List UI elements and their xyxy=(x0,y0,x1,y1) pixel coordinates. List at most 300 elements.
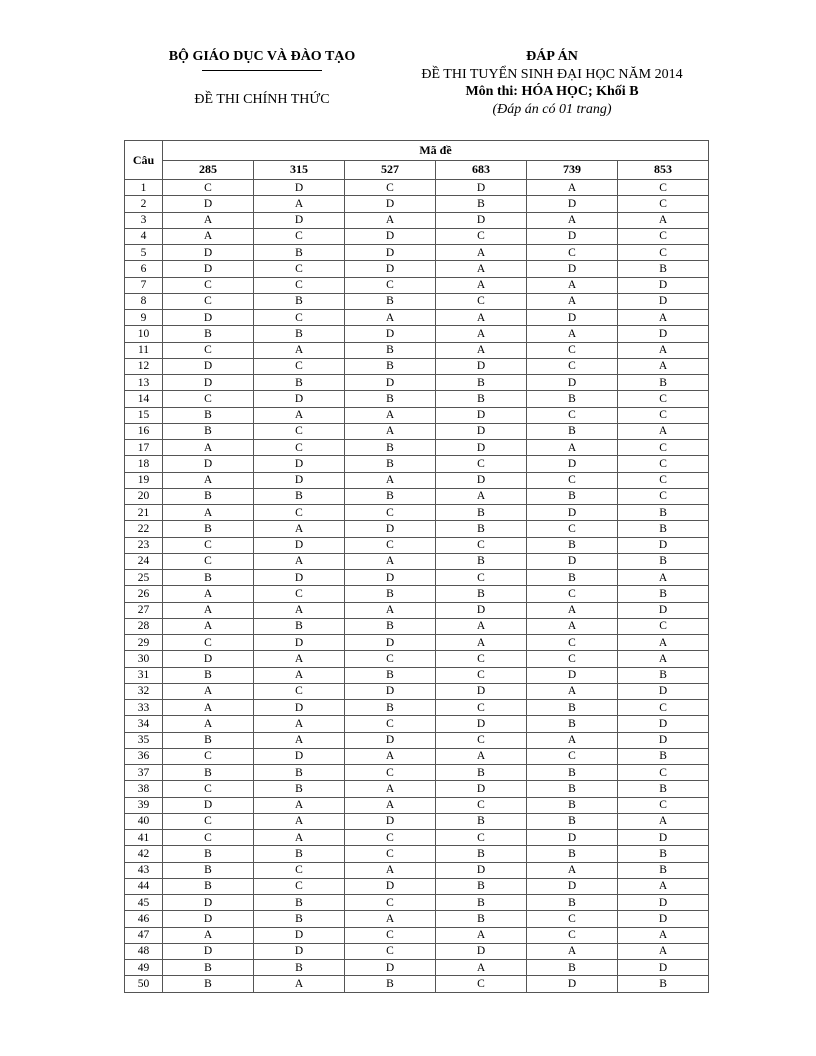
question-number-cell: 31 xyxy=(125,667,163,683)
answer-cell: D xyxy=(254,180,345,196)
answer-cell: C xyxy=(254,505,345,521)
question-number-cell: 2 xyxy=(125,196,163,212)
table-row xyxy=(125,245,709,261)
answer-cell: D xyxy=(345,570,436,586)
answer-cell: C xyxy=(527,586,618,602)
table-row xyxy=(125,407,709,423)
answer-cell: A xyxy=(527,618,618,634)
answer-cell: C xyxy=(254,683,345,699)
answer-cell: D xyxy=(618,537,709,553)
answer-cell: B xyxy=(527,488,618,504)
answer-cell: A xyxy=(345,212,436,228)
answer-cell: C xyxy=(163,342,254,358)
answer-cell: C xyxy=(527,651,618,667)
answer-cell: C xyxy=(436,570,527,586)
question-number-cell: 36 xyxy=(125,748,163,764)
question-number-cell: 37 xyxy=(125,765,163,781)
table-row xyxy=(125,521,709,537)
answer-cell: D xyxy=(254,748,345,764)
question-number-cell: 38 xyxy=(125,781,163,797)
answer-cell: C xyxy=(163,635,254,651)
answer-cell: D xyxy=(618,911,709,927)
answer-cell: B xyxy=(436,505,527,521)
answer-cell: C xyxy=(527,472,618,488)
answer-cell: D xyxy=(527,667,618,683)
answer-cell: A xyxy=(618,570,709,586)
table-row xyxy=(125,862,709,878)
answer-cell: B xyxy=(163,862,254,878)
answer-cell: C xyxy=(436,797,527,813)
answer-cell: C xyxy=(618,472,709,488)
answer-cell: C xyxy=(618,391,709,407)
answer-cell: B xyxy=(618,667,709,683)
answer-cell: B xyxy=(618,521,709,537)
answer-cell: B xyxy=(345,618,436,634)
answer-cell: C xyxy=(618,456,709,472)
answer-cell: C xyxy=(436,830,527,846)
answer-cell: D xyxy=(345,683,436,699)
question-number-cell: 28 xyxy=(125,618,163,634)
header-divider xyxy=(202,70,322,71)
table-row xyxy=(125,277,709,293)
table-row xyxy=(125,667,709,683)
question-number-cell: 5 xyxy=(125,245,163,261)
answer-cell: D xyxy=(618,895,709,911)
answer-cell: D xyxy=(436,781,527,797)
answer-cell: A xyxy=(527,943,618,959)
answer-cell: D xyxy=(345,960,436,976)
answer-cell: B xyxy=(618,846,709,862)
answer-cell: C xyxy=(618,245,709,261)
answer-table xyxy=(124,140,709,993)
table-row xyxy=(125,911,709,927)
table-row xyxy=(125,310,709,326)
answer-cell: A xyxy=(254,716,345,732)
question-number-cell: 34 xyxy=(125,716,163,732)
table-row xyxy=(125,748,709,764)
answer-cell: A xyxy=(163,505,254,521)
answer-cell: B xyxy=(345,488,436,504)
answer-cell: B xyxy=(345,440,436,456)
answer-cell: A xyxy=(618,635,709,651)
answer-cell: D xyxy=(163,651,254,667)
answer-cell: C xyxy=(527,521,618,537)
question-number-cell: 47 xyxy=(125,927,163,943)
answer-cell: A xyxy=(618,358,709,374)
question-number-cell: 49 xyxy=(125,960,163,976)
answer-cell: C xyxy=(436,667,527,683)
answer-cell: B xyxy=(254,618,345,634)
answer-cell: A xyxy=(254,407,345,423)
answer-cell: A xyxy=(527,326,618,342)
answer-cell: D xyxy=(436,212,527,228)
answer-cell: B xyxy=(436,878,527,894)
answer-cell: B xyxy=(618,261,709,277)
answer-cell: A xyxy=(345,407,436,423)
answer-cell: C xyxy=(163,748,254,764)
answer-cell: A xyxy=(254,651,345,667)
table-row xyxy=(125,700,709,716)
answer-cell: C xyxy=(345,180,436,196)
answer-cell: C xyxy=(618,765,709,781)
answer-cell: B xyxy=(345,342,436,358)
exam-code-header: 739 xyxy=(527,160,618,180)
answer-cell: B xyxy=(254,326,345,342)
table-row xyxy=(125,358,709,374)
answer-cell: D xyxy=(527,553,618,569)
answer-cell: B xyxy=(527,781,618,797)
question-number-cell: 22 xyxy=(125,521,163,537)
table-row xyxy=(125,196,709,212)
question-number-cell: 23 xyxy=(125,537,163,553)
answer-cell: C xyxy=(345,505,436,521)
answer-cell: C xyxy=(436,732,527,748)
answer-cell: A xyxy=(436,927,527,943)
answer-cell: B xyxy=(345,293,436,309)
answer-cell: A xyxy=(436,310,527,326)
answer-cell: C xyxy=(618,228,709,244)
table-row xyxy=(125,927,709,943)
answer-cell: B xyxy=(527,797,618,813)
table-row xyxy=(125,683,709,699)
answer-cell: D xyxy=(163,375,254,391)
answer-cell: D xyxy=(618,277,709,293)
answer-cell: A xyxy=(618,342,709,358)
answer-cell: C xyxy=(527,748,618,764)
answer-cell: C xyxy=(527,342,618,358)
answer-cell: D xyxy=(527,228,618,244)
answer-cell: C xyxy=(436,700,527,716)
answer-cell: B xyxy=(527,765,618,781)
answer-cell: D xyxy=(618,830,709,846)
answer-cell: A xyxy=(163,602,254,618)
question-number-cell: 13 xyxy=(125,375,163,391)
answer-cell: A xyxy=(254,797,345,813)
answer-cell: C xyxy=(163,293,254,309)
question-number-cell: 26 xyxy=(125,586,163,602)
answer-cell: D xyxy=(254,391,345,407)
question-number-cell: 4 xyxy=(125,228,163,244)
exam-code-group-header: Mã đề xyxy=(163,141,709,161)
official-exam-label: ĐỀ THI CHÍNH THỨC xyxy=(194,92,330,107)
answer-cell: C xyxy=(618,440,709,456)
question-number-cell: 44 xyxy=(125,878,163,894)
answer-cell: B xyxy=(163,976,254,992)
answer-cell: C xyxy=(163,830,254,846)
answer-cell: A xyxy=(345,911,436,927)
answer-cell: A xyxy=(345,748,436,764)
answer-cell: C xyxy=(618,797,709,813)
answer-cell: C xyxy=(618,196,709,212)
answer-cell: A xyxy=(163,228,254,244)
answer-cell: C xyxy=(436,976,527,992)
question-number-cell: 10 xyxy=(125,326,163,342)
answer-cell: C xyxy=(345,943,436,959)
answer-cell: B xyxy=(436,521,527,537)
question-number-cell: 11 xyxy=(125,342,163,358)
answer-cell: A xyxy=(618,651,709,667)
answer-cell: C xyxy=(254,862,345,878)
answer-cell: A xyxy=(254,732,345,748)
answer-cell: D xyxy=(345,245,436,261)
answer-cell: D xyxy=(527,976,618,992)
answer-cell: B xyxy=(527,716,618,732)
question-number-cell: 14 xyxy=(125,391,163,407)
answer-cell: C xyxy=(254,228,345,244)
answer-cell: D xyxy=(163,911,254,927)
answer-cell: C xyxy=(527,635,618,651)
answer-cell: C xyxy=(436,293,527,309)
question-number-cell: 20 xyxy=(125,488,163,504)
answer-cell: C xyxy=(163,813,254,829)
question-number-cell: 17 xyxy=(125,440,163,456)
answer-cell: A xyxy=(163,440,254,456)
exam-code-header: 285 xyxy=(163,160,254,180)
answer-cell: A xyxy=(163,212,254,228)
question-number-cell: 50 xyxy=(125,976,163,992)
answer-cell: C xyxy=(618,407,709,423)
question-number-cell: 41 xyxy=(125,830,163,846)
answer-cell: D xyxy=(618,326,709,342)
answer-cell: C xyxy=(618,618,709,634)
answer-cell: D xyxy=(436,423,527,439)
answer-cell: B xyxy=(436,765,527,781)
answer-cell: B xyxy=(163,732,254,748)
answer-cell: C xyxy=(527,927,618,943)
ministry-name: BỘ GIÁO DỤC VÀ ĐÀO TẠO xyxy=(168,49,356,64)
question-number-cell: 15 xyxy=(125,407,163,423)
answer-cell: B xyxy=(345,391,436,407)
answer-cell: A xyxy=(436,326,527,342)
answer-cell: B xyxy=(254,375,345,391)
answer-cell: C xyxy=(254,423,345,439)
question-number-cell: 8 xyxy=(125,293,163,309)
answer-cell: D xyxy=(527,878,618,894)
answer-cell: A xyxy=(527,212,618,228)
table-row xyxy=(125,797,709,813)
exam-code-row xyxy=(125,160,709,180)
answer-cell: B xyxy=(527,846,618,862)
answer-cell: D xyxy=(254,472,345,488)
answer-cell: B xyxy=(527,960,618,976)
answer-cell: C xyxy=(254,586,345,602)
answer-cell: D xyxy=(527,196,618,212)
answer-cell: D xyxy=(436,862,527,878)
table-row xyxy=(125,553,709,569)
answer-cell: B xyxy=(436,911,527,927)
answer-cell: D xyxy=(163,196,254,212)
answer-cell: D xyxy=(345,878,436,894)
table-row xyxy=(125,326,709,342)
question-number-cell: 16 xyxy=(125,423,163,439)
table-row xyxy=(125,651,709,667)
answer-cell: C xyxy=(618,700,709,716)
answer-cell: C xyxy=(345,277,436,293)
answer-cell: B xyxy=(345,700,436,716)
answer-cell: D xyxy=(436,440,527,456)
answer-cell: A xyxy=(163,927,254,943)
answer-cell: D xyxy=(345,375,436,391)
table-row xyxy=(125,976,709,992)
answer-cell: A xyxy=(618,310,709,326)
answer-cell: B xyxy=(618,553,709,569)
answer-cell: B xyxy=(254,781,345,797)
table-header-row xyxy=(125,141,709,161)
answer-cell: B xyxy=(345,456,436,472)
answer-cell: D xyxy=(254,700,345,716)
table-row xyxy=(125,765,709,781)
answer-cell: B xyxy=(163,521,254,537)
answer-cell: A xyxy=(618,943,709,959)
answer-cell: B xyxy=(618,862,709,878)
question-number-cell: 6 xyxy=(125,261,163,277)
answer-cell: D xyxy=(254,570,345,586)
answer-key-title: ĐÁP ÁN xyxy=(526,49,578,64)
answer-cell: D xyxy=(345,196,436,212)
question-number-cell: 33 xyxy=(125,700,163,716)
answer-cell: D xyxy=(345,521,436,537)
table-row xyxy=(125,228,709,244)
table-row xyxy=(125,423,709,439)
answer-cell: C xyxy=(254,310,345,326)
answer-cell: D xyxy=(345,261,436,277)
answer-cell: B xyxy=(254,293,345,309)
answer-cell: C xyxy=(254,277,345,293)
question-number-cell: 27 xyxy=(125,602,163,618)
table-row xyxy=(125,570,709,586)
answer-cell: D xyxy=(163,358,254,374)
answer-cell: A xyxy=(254,196,345,212)
answer-cell: B xyxy=(254,911,345,927)
table-row xyxy=(125,505,709,521)
answer-cell: A xyxy=(527,732,618,748)
answer-cell: B xyxy=(527,895,618,911)
answer-cell: A xyxy=(163,586,254,602)
header-right xyxy=(400,48,704,118)
answer-cell: A xyxy=(436,748,527,764)
answer-cell: D xyxy=(345,326,436,342)
question-number-cell: 21 xyxy=(125,505,163,521)
question-number-cell: 19 xyxy=(125,472,163,488)
answer-cell: C xyxy=(527,358,618,374)
answer-cell: C xyxy=(527,911,618,927)
answer-cell: A xyxy=(436,277,527,293)
answer-cell: A xyxy=(254,342,345,358)
answer-cell: D xyxy=(527,505,618,521)
answer-cell: A xyxy=(618,423,709,439)
answer-cell: B xyxy=(618,505,709,521)
table-row xyxy=(125,830,709,846)
answer-cell: D xyxy=(163,456,254,472)
answer-cell: B xyxy=(527,537,618,553)
answer-cell: D xyxy=(527,261,618,277)
answer-cell: A xyxy=(436,342,527,358)
answer-cell: B xyxy=(163,667,254,683)
answer-cell: B xyxy=(345,358,436,374)
question-number-cell: 42 xyxy=(125,846,163,862)
table-row xyxy=(125,732,709,748)
answer-cell: A xyxy=(254,602,345,618)
answer-cell: D xyxy=(436,407,527,423)
exam-code-header: 315 xyxy=(254,160,345,180)
answer-cell: B xyxy=(527,813,618,829)
answer-cell: A xyxy=(527,180,618,196)
answer-cell: A xyxy=(345,862,436,878)
question-number-cell: 30 xyxy=(125,651,163,667)
answer-cell: A xyxy=(527,862,618,878)
answer-cell: C xyxy=(345,895,436,911)
answer-cell: C xyxy=(345,830,436,846)
question-number-cell: 7 xyxy=(125,277,163,293)
answer-cell: B xyxy=(345,586,436,602)
question-number-cell: 39 xyxy=(125,797,163,813)
answer-cell: D xyxy=(527,310,618,326)
answer-cell: C xyxy=(436,228,527,244)
exam-code-header: 527 xyxy=(345,160,436,180)
answer-cell: D xyxy=(163,245,254,261)
answer-cell: B xyxy=(436,391,527,407)
answer-cell: A xyxy=(345,553,436,569)
answer-cell: A xyxy=(436,261,527,277)
answer-cell: D xyxy=(345,813,436,829)
answer-cell: B xyxy=(618,586,709,602)
answer-cell: C xyxy=(345,927,436,943)
table-row xyxy=(125,781,709,797)
answer-cell: A xyxy=(254,553,345,569)
answer-cell: D xyxy=(254,927,345,943)
exam-code-header: 853 xyxy=(618,160,709,180)
answer-cell: C xyxy=(254,358,345,374)
answer-cell: A xyxy=(527,440,618,456)
answer-cell: B xyxy=(163,570,254,586)
question-number-cell: 43 xyxy=(125,862,163,878)
answer-cell: A xyxy=(527,293,618,309)
answer-cell: B xyxy=(527,570,618,586)
table-row xyxy=(125,846,709,862)
answer-cell: B xyxy=(163,765,254,781)
answer-cell: A xyxy=(345,781,436,797)
table-row xyxy=(125,261,709,277)
question-number-cell: 48 xyxy=(125,943,163,959)
answer-cell: D xyxy=(345,732,436,748)
answer-cell: D xyxy=(163,261,254,277)
question-number-cell: 46 xyxy=(125,911,163,927)
question-number-cell: 40 xyxy=(125,813,163,829)
exam-code-header: 683 xyxy=(436,160,527,180)
answer-cell: A xyxy=(254,976,345,992)
answer-cell: B xyxy=(163,960,254,976)
answer-cell: C xyxy=(163,391,254,407)
answer-cell: B xyxy=(163,407,254,423)
answer-cell: A xyxy=(163,472,254,488)
table-row xyxy=(125,293,709,309)
answer-cell: D xyxy=(618,732,709,748)
subject-line: Môn thi: HÓA HỌC; Khối B xyxy=(465,84,639,99)
answer-cell: A xyxy=(436,618,527,634)
answer-cell: C xyxy=(254,261,345,277)
answer-cell: A xyxy=(254,521,345,537)
answer-cell: D xyxy=(163,895,254,911)
answer-cell: D xyxy=(618,293,709,309)
answer-cell: B xyxy=(254,895,345,911)
answer-cell: D xyxy=(254,212,345,228)
answer-cell: B xyxy=(254,245,345,261)
question-number-cell: 1 xyxy=(125,180,163,196)
question-number-cell: 45 xyxy=(125,895,163,911)
answer-cell: B xyxy=(254,765,345,781)
table-row xyxy=(125,391,709,407)
answer-cell: C xyxy=(163,781,254,797)
